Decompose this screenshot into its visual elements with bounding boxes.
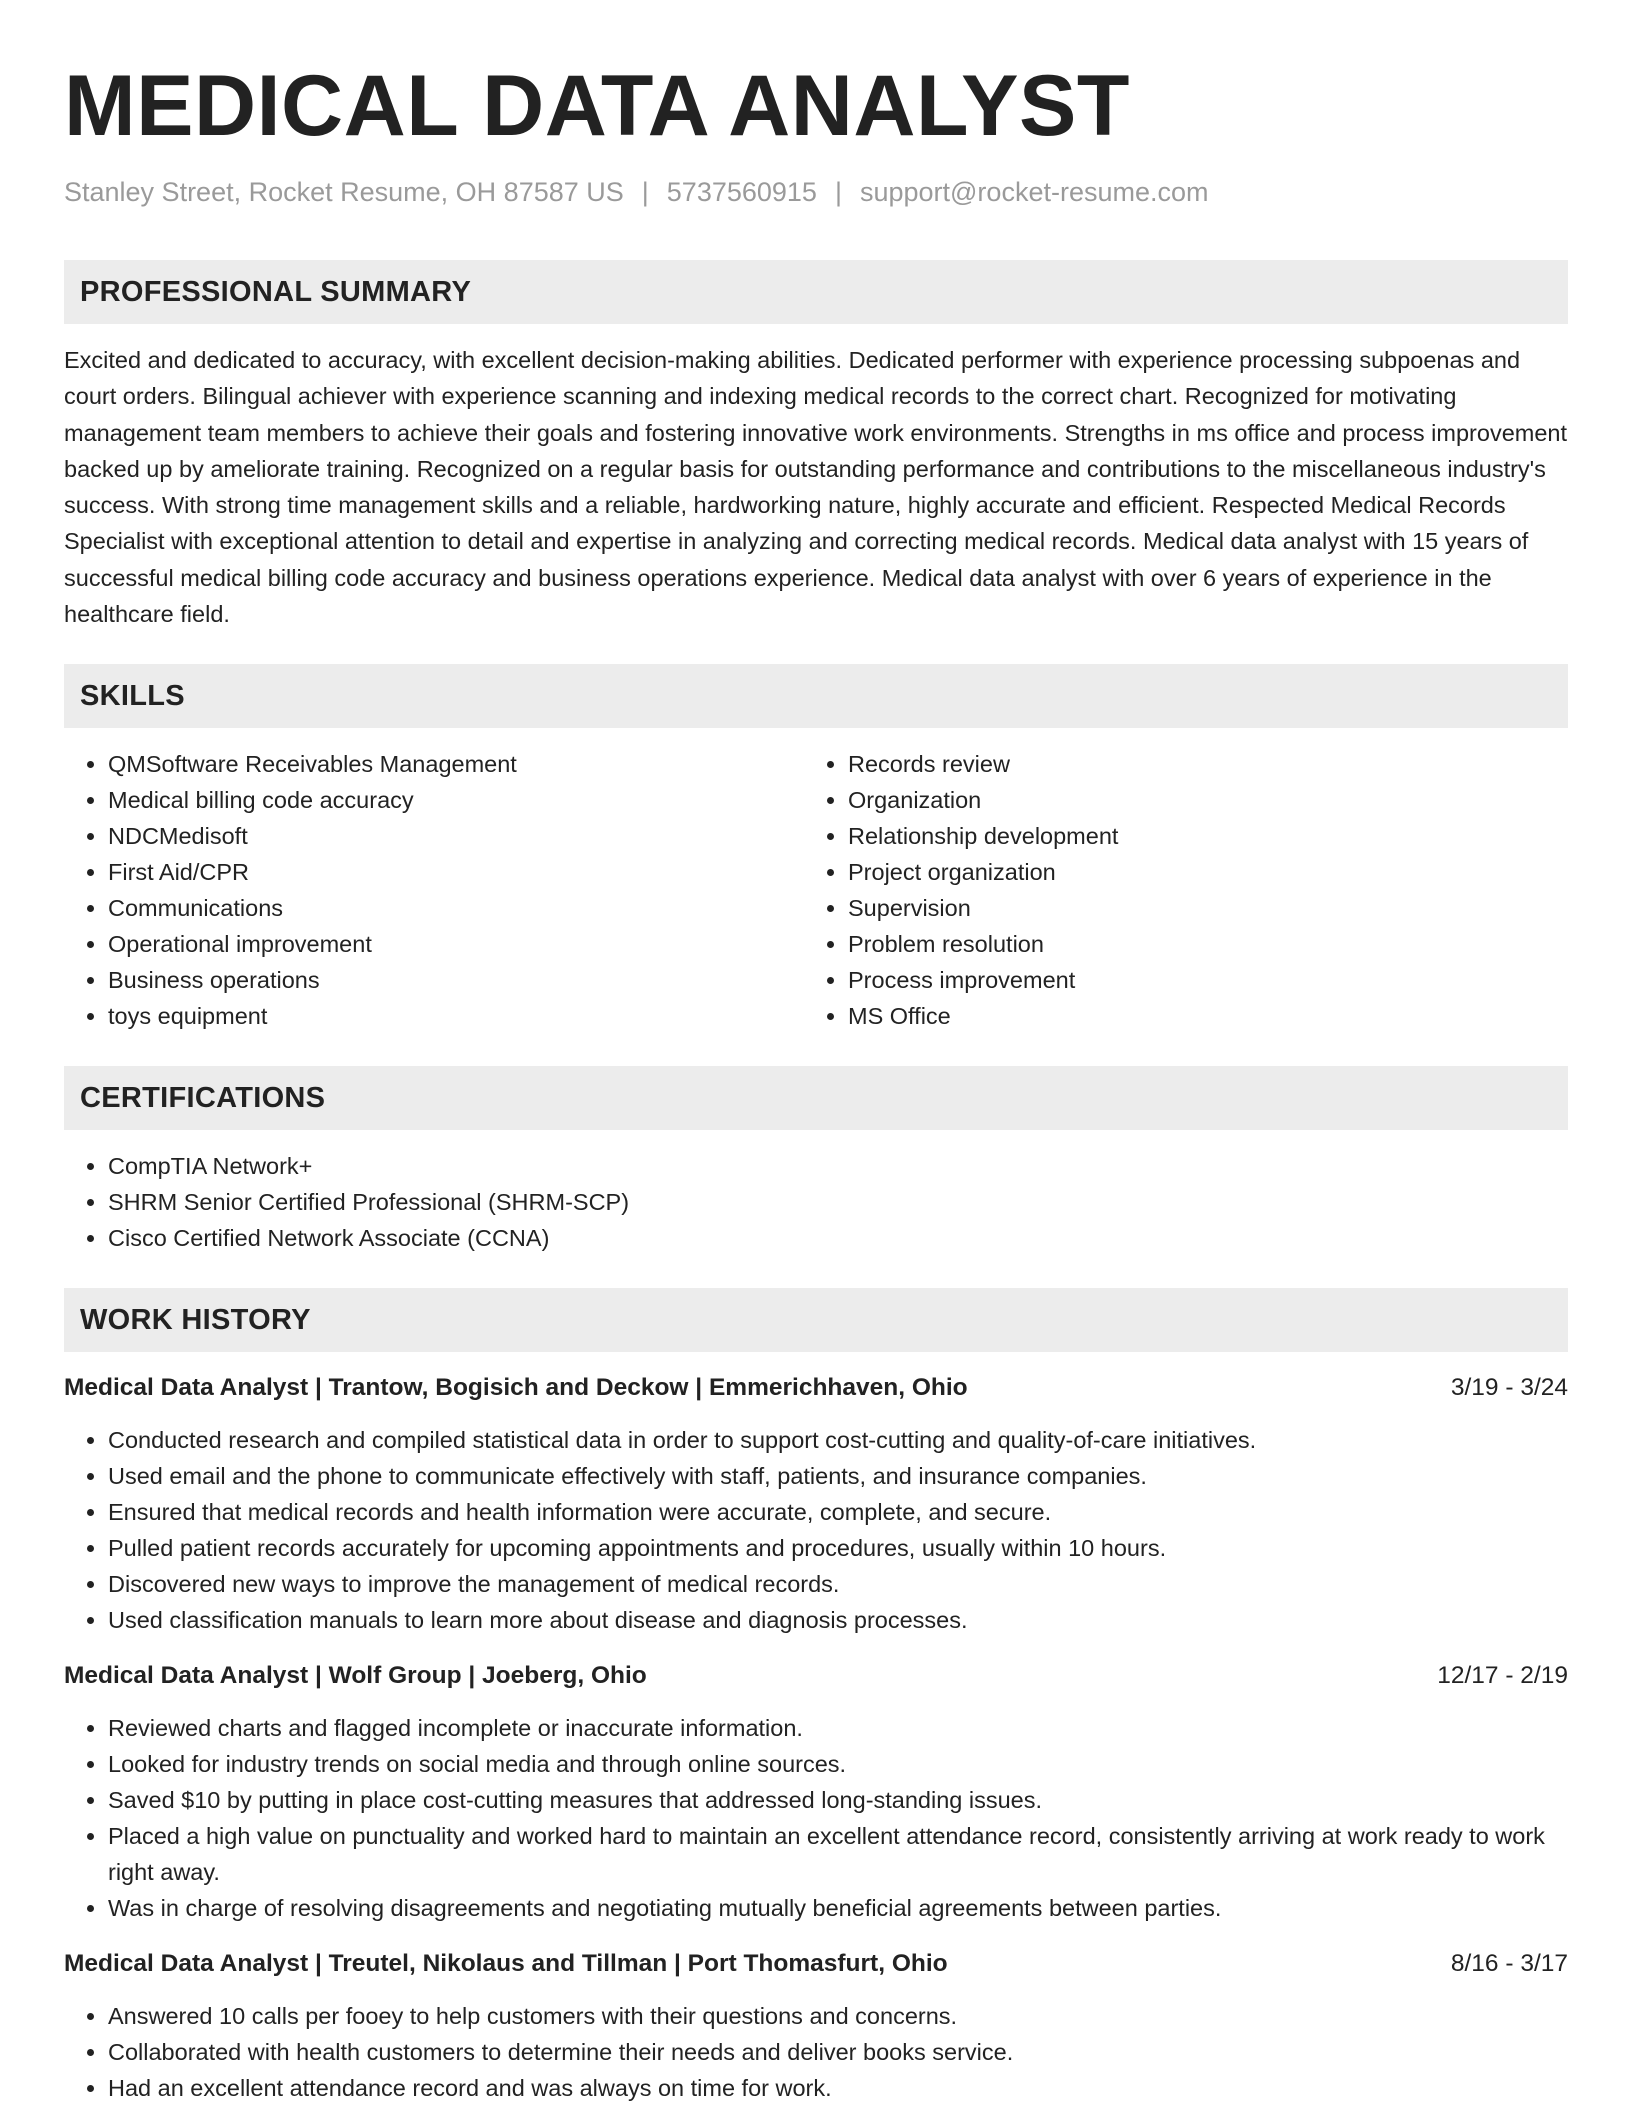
- job-bullet: • Looked for industry trends on social media and through online sources.: [108, 1746, 1568, 1782]
- job-title: Medical Data Analyst | Treutel, Nikolaus and Tillman | Port Thomasfurt, Ohio: [64, 1950, 948, 1978]
- skill-item: • Business operations: [108, 962, 816, 998]
- skill-item: • Medical billing code accuracy: [108, 782, 816, 818]
- job-bullet: • Placed a high value on punctuality and worked hard to maintain an excellent attendance record, consistently arriving at work ready to work right away.: [108, 1818, 1568, 1890]
- job-bullets: [64, 1710, 1568, 1926]
- job-header: [64, 1658, 1568, 1694]
- work-history-heading: WORK HISTORY: [64, 1288, 1568, 1352]
- job-header: [64, 1370, 1568, 1406]
- certification-item: • Cisco Certified Network Associate (CCNA): [108, 1220, 1568, 1256]
- skill-item: • Project organization: [848, 854, 1568, 890]
- job-dates: 3/19 - 3/24: [1450, 1374, 1568, 1402]
- job-bullet: • Used email and the phone to communicate effectively with staff, patients, and insurance companies.: [108, 1458, 1568, 1494]
- job-title: Medical Data Analyst | Trantow, Bogisich and Deckow | Emmerichhaven, Ohio: [64, 1374, 968, 1402]
- contact-phone: 5737560915: [666, 177, 817, 207]
- job-dates: 8/16 - 3/17: [1450, 1950, 1568, 1978]
- job-bullets: [64, 1998, 1568, 2106]
- skills-list-left: [64, 746, 816, 1034]
- certification-item: • SHRM Senior Certified Professional (SHRM-SCP): [108, 1184, 1568, 1220]
- job-bullet: • Pulled patient records accurately for upcoming appointments and procedures, usually within 10 hours.: [108, 1530, 1568, 1566]
- contact-address: Stanley Street, Rocket Resume, OH 87587 US: [64, 177, 624, 207]
- skills-columns: [64, 728, 1568, 1034]
- skill-item: • Process improvement: [848, 962, 1568, 998]
- job-bullet: • Had an excellent attendance record and was always on time for work.: [108, 2070, 1568, 2106]
- skills-section: [64, 664, 1568, 1034]
- job-entry: [64, 1370, 1568, 1638]
- skill-item: • MS Office: [848, 998, 1568, 1034]
- job-bullets: [64, 1422, 1568, 1638]
- job-header: [64, 1946, 1568, 1982]
- job-bullet: • Reviewed charts and flagged incomplete or inaccurate information.: [108, 1710, 1568, 1746]
- contact-separator: |: [834, 177, 842, 207]
- resume-name: MEDICAL DATA ANALYST: [64, 58, 1130, 154]
- job-bullet: • Discovered new ways to improve the management of medical records.: [108, 1566, 1568, 1602]
- job-dates: 12/17 - 2/19: [1437, 1662, 1568, 1690]
- skills-list-right: [816, 746, 1568, 1034]
- skill-item: • Relationship development: [848, 818, 1568, 854]
- certifications-list: [64, 1148, 1568, 1256]
- skill-item: • Operational improvement: [108, 926, 816, 962]
- job-bullet: • Ensured that medical records and health information were accurate, complete, and secure.: [108, 1494, 1568, 1530]
- skills-heading: SKILLS: [64, 664, 1568, 728]
- certifications-section: [64, 1066, 1568, 1256]
- contact-email: support@rocket-resume.com: [859, 177, 1209, 207]
- job-bullet: • Used classification manuals to learn more about disease and diagnosis processes.: [108, 1602, 1568, 1638]
- job-entry: [64, 1946, 1568, 2106]
- skill-item: • Problem resolution: [848, 926, 1568, 962]
- contact-separator: |: [641, 177, 649, 207]
- summary-section: [64, 260, 1568, 632]
- job-bullet: • Conducted research and compiled statistical data in order to support cost-cutting and quality-of-care initiatives.: [108, 1422, 1568, 1458]
- skill-item: • QMSoftware Receivables Management: [108, 746, 816, 782]
- work-history-section: [64, 1288, 1568, 2106]
- skill-item: • Communications: [108, 890, 816, 926]
- certification-item: • CompTIA Network+: [108, 1148, 1568, 1184]
- job-bullet: • Collaborated with health customers to determine their needs and deliver books service.: [108, 2034, 1568, 2070]
- skill-item: • toys equipment: [108, 998, 816, 1034]
- certifications-heading: CERTIFICATIONS: [64, 1066, 1568, 1130]
- skill-item: • NDCMedisoft: [108, 818, 816, 854]
- summary-heading: PROFESSIONAL SUMMARY: [64, 260, 1568, 324]
- job-bullet: • Was in charge of resolving disagreements and negotiating mutually beneficial agreements between parties.: [108, 1890, 1568, 1926]
- skill-item: • Organization: [848, 782, 1568, 818]
- job-bullet: • Answered 10 calls per fooey to help customers with their questions and concerns.: [108, 1998, 1568, 2034]
- job-entry: [64, 1658, 1568, 1926]
- skill-item: • Supervision: [848, 890, 1568, 926]
- skill-item: • First Aid/CPR: [108, 854, 816, 890]
- job-title: Medical Data Analyst | Wolf Group | Joeberg, Ohio: [64, 1662, 647, 1690]
- summary-text: Excited and dedicated to accuracy, with excellent decision-making abilities. Dedicated performer with experience processing subpoenas and court orders. Bilingual achiever with experience scanning and indexing medical records to the correct chart. Recognized for motivating management team members to achieve their goals and fostering innovative work environments. Strengths in ms office and process improvement backed up by ameliorate training. Recognized on a regular basis for outstanding performance and contributions to the miscellaneous industry's success. With strong time management skills and a reliable, hardworking nature, highly accurate and efficient. Respected Medical Records Specialist with exceptional attention to detail and expertise in analyzing and correcting medical records. Medical data analyst with 15 years of successful medical billing code accuracy and business operations experience. Medical data analyst with over 6 years of experience in the healthcare field.: [64, 347, 1568, 628]
- contact-line: [64, 174, 1568, 210]
- skill-item: • Records review: [848, 746, 1568, 782]
- job-bullet: • Saved $10 by putting in place cost-cutting measures that addressed long-standing issues.: [108, 1782, 1568, 1818]
